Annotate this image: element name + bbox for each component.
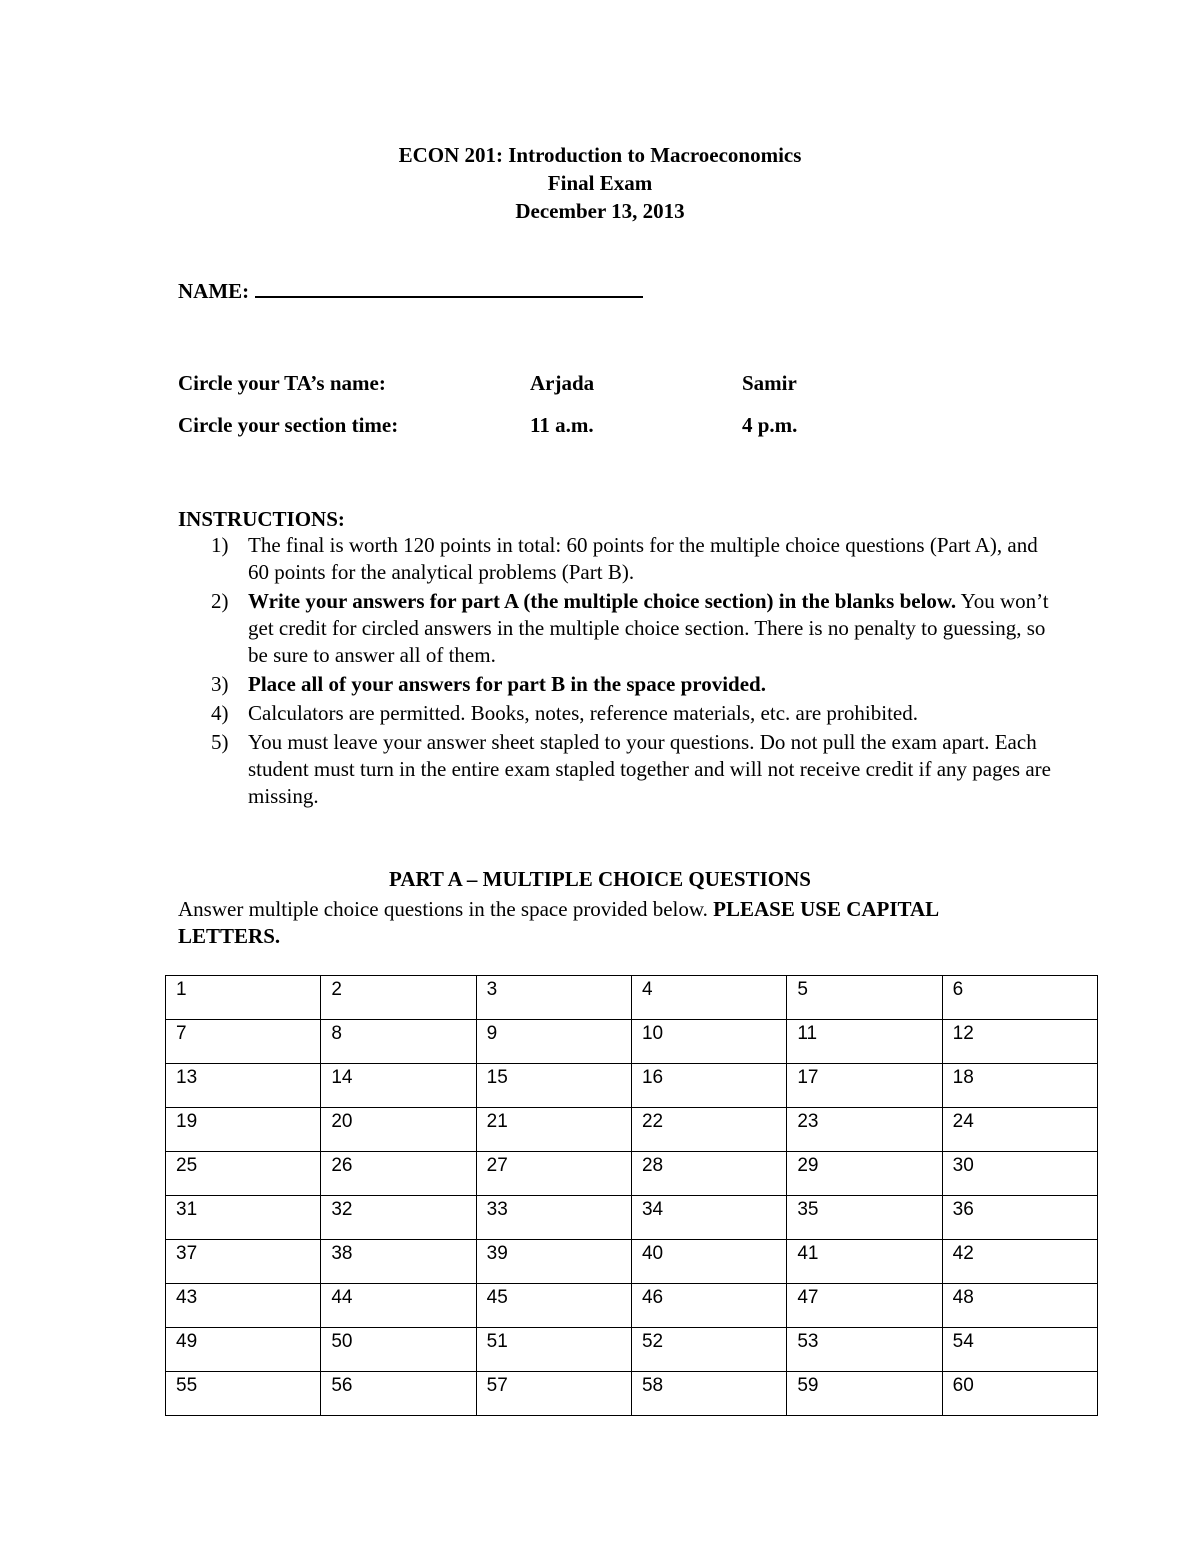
course-title: ECON 201: Introduction to Macroeconomics bbox=[398, 143, 802, 167]
answer-cell[interactable]: 24 bbox=[942, 1108, 1097, 1152]
answer-cell[interactable]: 19 bbox=[166, 1108, 321, 1152]
answer-cell[interactable]: 1 bbox=[166, 976, 321, 1020]
answer-cell[interactable]: 39 bbox=[476, 1240, 631, 1284]
answer-grid-row bbox=[166, 1284, 1098, 1328]
answer-cell[interactable]: 29 bbox=[787, 1152, 942, 1196]
answer-cell[interactable]: 21 bbox=[476, 1108, 631, 1152]
answer-cell[interactable]: 36 bbox=[942, 1196, 1097, 1240]
instruction-item: 2) Write your answers for part A (the multiple choice section) in the blanks below. You won’t get credit for circled answers in the multiple choice section. There is no penalty to guessing, so be sure to answer all of them. bbox=[211, 589, 1049, 667]
answer-cell[interactable]: 59 bbox=[787, 1372, 942, 1416]
instruction-item: 4) Calculators are permitted. Books, notes, reference materials, etc. are prohibited. bbox=[211, 701, 918, 725]
answer-cell[interactable]: 42 bbox=[942, 1240, 1097, 1284]
answer-cell[interactable]: 22 bbox=[631, 1108, 786, 1152]
answer-cell[interactable]: 48 bbox=[942, 1284, 1097, 1328]
answer-cell[interactable]: 50 bbox=[321, 1328, 476, 1372]
answer-cell[interactable]: 28 bbox=[631, 1152, 786, 1196]
time-option-11am[interactable]: 11 a.m. bbox=[530, 413, 594, 437]
answer-cell[interactable]: 38 bbox=[321, 1240, 476, 1284]
answer-cell[interactable]: 16 bbox=[631, 1064, 786, 1108]
exam-title: Final Exam bbox=[547, 171, 653, 195]
answer-cell[interactable]: 12 bbox=[942, 1020, 1097, 1064]
answer-cell[interactable]: 49 bbox=[166, 1328, 321, 1372]
answer-cell[interactable]: 55 bbox=[166, 1372, 321, 1416]
answer-cell[interactable]: 41 bbox=[787, 1240, 942, 1284]
answer-grid-row bbox=[166, 1240, 1098, 1284]
answer-grid-row bbox=[166, 1064, 1098, 1108]
answer-cell[interactable]: 26 bbox=[321, 1152, 476, 1196]
answer-grid-row bbox=[166, 1152, 1098, 1196]
instruction-item: 1) The final is worth 120 points in total: 60 points for the multiple choice questions (Part A), and 60 points for the analytical problems (Part B). bbox=[211, 533, 1038, 584]
answer-cell[interactable]: 25 bbox=[166, 1152, 321, 1196]
part-a-title: PART A – MULTIPLE CHOICE QUESTIONS bbox=[389, 867, 811, 891]
ta-option-arjada[interactable]: Arjada bbox=[530, 371, 595, 395]
answer-cell[interactable]: 30 bbox=[942, 1152, 1097, 1196]
answer-cell[interactable]: 18 bbox=[942, 1064, 1097, 1108]
answer-cell[interactable]: 31 bbox=[166, 1196, 321, 1240]
ta-option-samir[interactable]: Samir bbox=[742, 371, 797, 395]
answer-cell[interactable]: 52 bbox=[631, 1328, 786, 1372]
answer-grid-row bbox=[166, 976, 1098, 1020]
answer-cell[interactable]: 8 bbox=[321, 1020, 476, 1064]
instructions-heading: INSTRUCTIONS: bbox=[178, 507, 345, 531]
answer-cell[interactable]: 45 bbox=[476, 1284, 631, 1328]
answer-cell[interactable]: 15 bbox=[476, 1064, 631, 1108]
answer-cell[interactable]: 51 bbox=[476, 1328, 631, 1372]
answer-grid-row bbox=[166, 1196, 1098, 1240]
exam-date: December 13, 2013 bbox=[515, 199, 685, 223]
ta-row bbox=[178, 371, 797, 396]
answer-cell[interactable]: 32 bbox=[321, 1196, 476, 1240]
answer-grid-row bbox=[166, 1328, 1098, 1372]
answer-cell[interactable]: 4 bbox=[631, 976, 786, 1020]
answer-cell[interactable]: 44 bbox=[321, 1284, 476, 1328]
answer-cell[interactable]: 9 bbox=[476, 1020, 631, 1064]
answer-cell[interactable]: 11 bbox=[787, 1020, 942, 1064]
answer-cell[interactable]: 23 bbox=[787, 1108, 942, 1152]
answer-cell[interactable]: 20 bbox=[321, 1108, 476, 1152]
answer-cell[interactable]: 35 bbox=[787, 1196, 942, 1240]
section-time-row bbox=[178, 413, 798, 438]
answer-grid-row bbox=[166, 1108, 1098, 1152]
answer-cell[interactable]: 3 bbox=[476, 976, 631, 1020]
answer-cell[interactable]: 6 bbox=[942, 976, 1097, 1020]
name-label: NAME: bbox=[178, 279, 250, 303]
instructions bbox=[178, 507, 1058, 812]
answer-cell[interactable]: 14 bbox=[321, 1064, 476, 1108]
answer-cell[interactable]: 7 bbox=[166, 1020, 321, 1064]
instructions-list bbox=[178, 532, 1058, 810]
answer-grid bbox=[165, 975, 1098, 1416]
answer-cell[interactable]: 37 bbox=[166, 1240, 321, 1284]
answer-cell[interactable]: 33 bbox=[476, 1196, 631, 1240]
answer-cell[interactable]: 57 bbox=[476, 1372, 631, 1416]
ta-label: Circle your TA’s name: bbox=[178, 371, 386, 395]
answer-cell[interactable]: 2 bbox=[321, 976, 476, 1020]
answer-cell[interactable]: 34 bbox=[631, 1196, 786, 1240]
name-blank[interactable] bbox=[255, 276, 643, 298]
answer-cell[interactable]: 13 bbox=[166, 1064, 321, 1108]
answer-cell[interactable]: 43 bbox=[166, 1284, 321, 1328]
answer-cell[interactable]: 56 bbox=[321, 1372, 476, 1416]
time-option-4pm[interactable]: 4 p.m. bbox=[742, 413, 798, 437]
exam-header bbox=[0, 141, 1200, 225]
instruction-item: 3) Place all of your answers for part B in the space provided. bbox=[211, 672, 766, 696]
part-a-description: Answer multiple choice questions in the space provided below. PLEASE USE CAPITAL LETTERS. bbox=[178, 897, 939, 948]
answer-cell[interactable]: 40 bbox=[631, 1240, 786, 1284]
instruction-item: 5) You must leave your answer sheet stapled to your questions. Do not pull the exam apart. Each student must turn in the entire exam stapled together and will not receive credit if any pages are missing. bbox=[211, 730, 1051, 808]
section-time-label: Circle your section time: bbox=[178, 413, 399, 437]
answer-cell[interactable]: 58 bbox=[631, 1372, 786, 1416]
answer-grid-row bbox=[166, 1372, 1098, 1416]
name-field bbox=[178, 276, 643, 304]
answer-cell[interactable]: 10 bbox=[631, 1020, 786, 1064]
answer-cell[interactable]: 54 bbox=[942, 1328, 1097, 1372]
answer-cell[interactable]: 5 bbox=[787, 976, 942, 1020]
answer-cell[interactable]: 60 bbox=[942, 1372, 1097, 1416]
answer-cell[interactable]: 53 bbox=[787, 1328, 942, 1372]
answer-cell[interactable]: 46 bbox=[631, 1284, 786, 1328]
answer-cell[interactable]: 47 bbox=[787, 1284, 942, 1328]
answer-cell[interactable]: 17 bbox=[787, 1064, 942, 1108]
answer-cell[interactable]: 27 bbox=[476, 1152, 631, 1196]
answer-grid-row bbox=[166, 1020, 1098, 1064]
